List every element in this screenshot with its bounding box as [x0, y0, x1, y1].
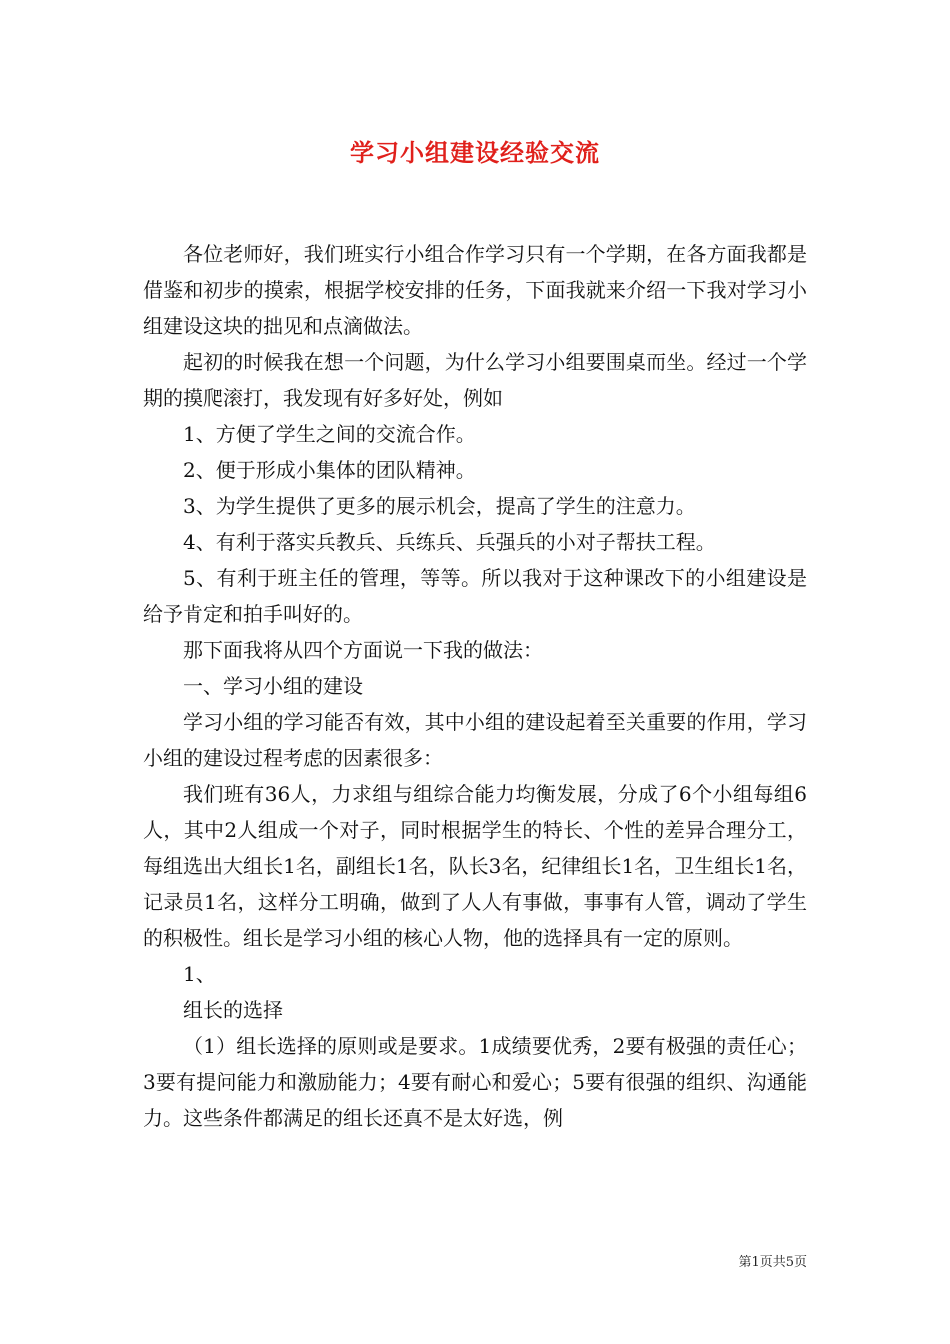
paragraph: 各位老师好，我们班实行小组合作学习只有一个学期，在各方面我都是借鉴和初步的摸索，根据学校安排的任务，下面我就来介绍一下我对学习小组建设这块的拙见和点滴做法。: [143, 242, 807, 338]
page-number: 第1页共5页: [738, 1255, 807, 1270]
subsection-heading: 组长的选择: [183, 998, 283, 1022]
list-item: 4、有利于落实兵教兵、兵练兵、兵强兵的小对子帮扶工程。: [183, 530, 716, 554]
paragraph: （1）组长选择的原则或是要求。1成绩要优秀，2要有极强的责任心；3要有提问能力和激励能力；4要有耐心和爱心；5要有很强的组织、沟通能力。这些条件都满足的组长还真不是太好选，例: [143, 1034, 807, 1130]
list-item: 2、便于形成小集体的团队精神。: [183, 458, 476, 482]
document-body: [143, 236, 807, 1136]
paragraph: 学习小组的学习能否有效，其中小组的建设起着至关重要的作用，学习小组的建设过程考虑的因素很多：: [143, 710, 807, 770]
list-item: 1、方便了学生之间的交流合作。: [183, 422, 476, 446]
paragraph: 我们班有36人，力求组与组综合能力均衡发展，分成了6个小组每组6人，其中2人组成一个对子，同时根据学生的特长、个性的差异合理分工，每组选出大组长1名，副组长1名，队长3名，纪律组长1名，卫生组长1名，记录员1名，这样分工明确，做到了人人有事做，事事有人管，调动了学生的积极性。组长是学习小组的核心人物，他的选择具有一定的原则。: [143, 782, 807, 950]
list-item: 5、有利于班主任的管理，等等。所以我对于这种课改下的小组建设是给予肯定和拍手叫好的。: [143, 566, 807, 626]
section-heading: 一、学习小组的建设: [183, 674, 363, 698]
paragraph: 那下面我将从四个方面说一下我的做法：: [183, 638, 543, 662]
subsection-number: 1、: [183, 962, 216, 986]
document-title: 学习小组建设经验交流: [350, 138, 600, 167]
paragraph: 起初的时候我在想一个问题，为什么学习小组要围桌而坐。经过一个学期的摸爬滚打，我发现有好多好处，例如: [143, 350, 807, 410]
list-item: 3、为学生提供了更多的展示机会，提高了学生的注意力。: [183, 494, 696, 518]
